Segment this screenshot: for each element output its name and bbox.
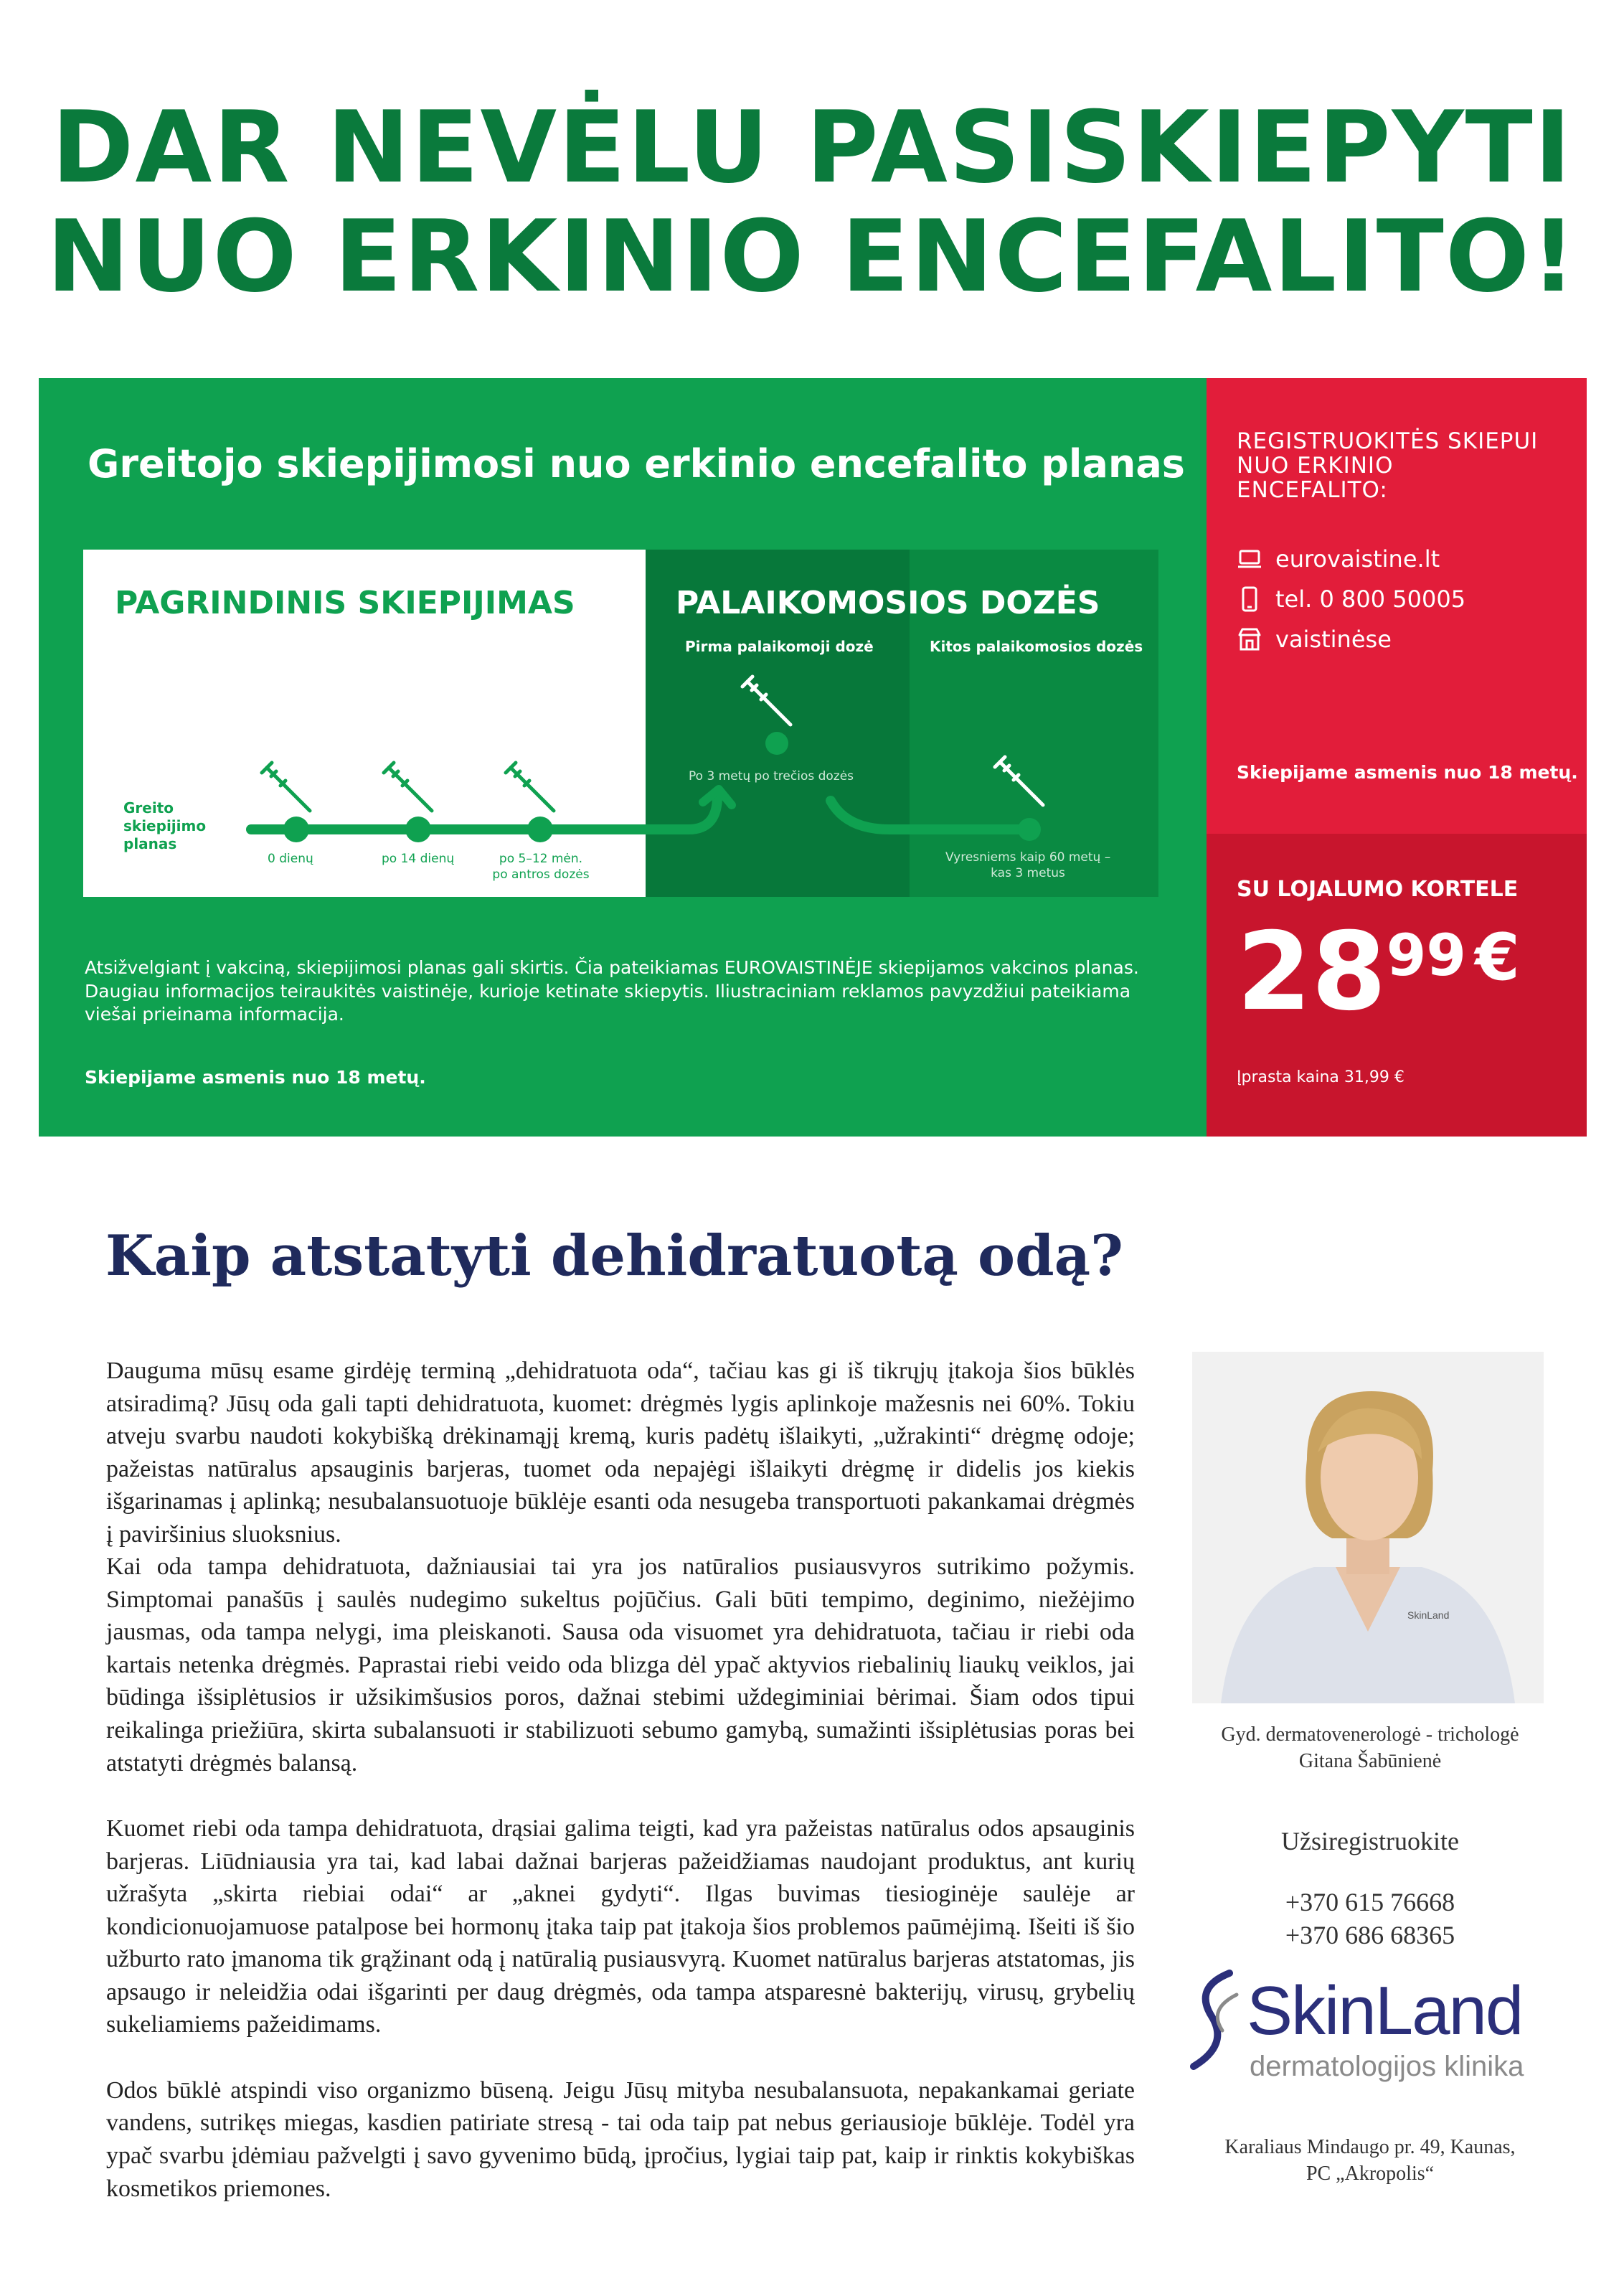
store-icon [1237, 626, 1262, 652]
plan-title: Greitojo skiepijimosi nuo erkinio encefalito planas [88, 441, 1185, 486]
clinic-phone-2[interactable]: +370 686 68365 [1285, 1921, 1455, 1950]
pharmacy-contact [1237, 626, 1392, 653]
website-contact[interactable] [1237, 545, 1440, 573]
vaccinate-adults-note: Skiepijame asmenis nuo 18 metų. [85, 1067, 426, 1088]
article-paragraph-2: Kai oda tampa dehidratuota, dažniausiai tai yra jos natūralios pusiausvyros sutrikimo požymis. Simptomai panašūs į saulės nudegimo sukeltus pojūčius. Gali būti tempimo, deginimo, niežėjimo jausmas, oda tampa nelygi, ima pleiskanoti. Sausa oda visuomet yra dehidratuota, tačiau ir riebi oda kartais netenka drėgmės. Paprastai riebi veido oda blizga dėl ypač aktyvios riebalinių liaukų veiklos, jai būdinga išsiplėtusios ir užsikimšusios poros, dažnai stebimi uždegiminiai bėrimai. Šiam odos tipui reikalinga priežiūra, skirta subalansuoti ir stabilizuoti sebumo gamybą, sumažinti išsiplėtusias poras bei atstatyti drėgmės balansą. [106, 1553, 1135, 1777]
first-booster-label: Pirma palaikomoji dozė [685, 638, 874, 655]
timeline-curve [831, 801, 1029, 829]
ad-disclaimer: Atsižvelgiant į vakciną, skiepijimosi planas gali skirtis. Čia pateikiamas EUROVAISTINĖJE skiepijamos vakcinos planas. Daugiau informacijos teiraukitės vaistinėje, kurioje ketinate skiepytis. Iliustraciniam reklamos pavyzdžiui pateikiama viešai prieinama informacija. [85, 957, 1139, 1025]
doctor-title: Gyd. dermatovenerologė - trichologė [1221, 1723, 1519, 1746]
timeline-label-day14: po 14 dienų [382, 852, 455, 866]
phone-number[interactable]: tel. 0 800 50005 [1275, 585, 1466, 613]
main-vaccination-title: PAGRINDINIS SKIEPIJIMAS [115, 585, 575, 621]
timeline-label-day0: 0 dienų [268, 852, 313, 866]
clinic-phones [1169, 1886, 1571, 1952]
photo-badge-text: SkinLand [1407, 1609, 1450, 1621]
syringe-icon [995, 757, 1043, 805]
register-title: REGISTRUOKITĖS SKIEPUI NUO ERKINIO ENCEFALITO: [1237, 428, 1539, 504]
dose-dot-3 [527, 817, 553, 842]
regular-price: Įprasta kaina 31,99 € [1237, 1068, 1405, 1086]
price-currency: € [1475, 920, 1520, 995]
syringe-icon [742, 677, 790, 725]
doctor-portrait-illustration [1192, 1352, 1544, 1703]
months-line-1: po 5–12 mėn. [499, 852, 583, 866]
older60-line-1: Vyresniems kaip 60 metų – [945, 850, 1111, 865]
booster-dot-2 [1018, 818, 1041, 841]
other-boosters-label: Kitos palaikomosios dozės [930, 638, 1143, 655]
price-decimal: 99 [1386, 922, 1467, 989]
clinic-logo-name: SkinLand [1247, 1972, 1523, 2049]
months-line-2: po antros dozės [492, 867, 590, 883]
syringe-icon [262, 763, 310, 811]
register-call-to-action: Užsiregistruokite [1281, 1827, 1459, 1855]
doctor-caption [1169, 1722, 1571, 1775]
phone-contact[interactable] [1237, 585, 1465, 613]
clinic-phone-1[interactable]: +370 615 76668 [1285, 1888, 1455, 1916]
website-link[interactable]: eurovaistine.lt [1275, 545, 1440, 573]
clinic-address [1169, 2135, 1571, 2188]
laptop-icon [1237, 546, 1262, 572]
article-body [106, 1355, 1135, 2238]
syringe-icon [506, 763, 554, 811]
clinic-logo-subtitle: dermatologijos klinika [1250, 2051, 1524, 2082]
article-paragraph-1: Dauguma mūsų esame girdėję terminą „dehidratuota oda“, tačiau kas gi iš tikrųjų įtakoja šios būklės atsiradimą? Jūsų oda gali tapti dehidratuota, kuomet: drėgmės lygis aplinkoje mažesnis nei 60%. Tokiu atveju svarbu naudoti kokybišką drėkinamąjį kremą, kuris padėtų išlaikyti, „užrakinti“ drėgmę odoje; pažeistas natūralus apsauginis barjeras, tuomet oda nepajėgi išlaikyti drėgmę ir didelis jos kiekis išgarinamas į aplinką; nesubalansuotuoje būklėje esanti oda nesugeba transportuoti pakankamai drėgmės į paviršinius sluoksnius. [106, 1358, 1135, 1548]
price-integer: 28 [1237, 910, 1387, 1035]
doctor-name: Gitana Šabūnienė [1298, 1749, 1442, 1772]
address-line-2: PC „Akropolis“ [1306, 2162, 1435, 2185]
syringe-icon [384, 763, 432, 811]
pharmacy-label: vaistinėse [1275, 626, 1392, 653]
quick-plan-label: Greito skiepijimo planas [123, 799, 207, 852]
dose-dot-2 [405, 817, 431, 842]
article-paragraph-4: Odos būklė atspindi viso organizmo būseną. Jeigu Jūsų mityba nesubalansuota, nepakankamai geriate vandens, sutrikęs miegas, kasdien patiriate stresą - tai oda taip pat nebus geriausioje būklėje. Todėl yra ypač svarbu įdėmiau pažvelgti į savo gyvenimo būdą, įpročius, lygiai taip pat, kaip ir rinktis kokybiškas kosmetikos priemones. [106, 2076, 1135, 2202]
timeline-label-months [491, 851, 591, 883]
mobile-phone-icon [1237, 586, 1262, 612]
doctor-photo [1192, 1352, 1544, 1703]
loyalty-label: SU LOJALUMO KORTELE [1237, 877, 1519, 902]
timeline-label-older60 [945, 850, 1110, 881]
dose-dot-1 [283, 817, 309, 842]
headline-line-1: DAR NEVĖLU PASISKIEPYTI [51, 90, 1573, 205]
address-line-1: Karaliaus Mindaugo pr. 49, Kaunas, [1224, 2136, 1516, 2158]
timeline-label-3years: Po 3 metų po trečios dozės [689, 769, 854, 784]
price [1237, 910, 1520, 1035]
older60-line-2: kas 3 metus [991, 866, 1065, 881]
vaccinate-adults-note-right: Skiepijame asmenis nuo 18 metų. [1237, 762, 1578, 783]
article-paragraph-3: Kuomet riebi oda tampa dehidratuota, drąsiai galima teigti, kad yra pažeistas natūralus odos apsauginis barjeras. Liūdniausia yra tai, kad labai dažnai barjeras pažeidžiamas naudojant produktus, ant kurių užrašyta „skirta riebiai odai“ ar „aknei gydyti“. Ilgas buvimas tiesioginėje saulėje ar kondicionuojamuose patalpose bei hormonų įtaka taip pat įtakoja šios problemos paūmėjimą. Išeiti iš šio užburto rato įmanoma tik grąžinant odą į natūralią pusiausvyrą. Kuomet natūralus barjeras atstatomas, jis apsaugo ir neleidžia odai išgarinti per daug drėgmės, oda tampa atsparesnė bakterijų, virusų, grybelių sukeliamiems pažeidimams. [106, 1815, 1135, 2038]
booster-dot-1 [765, 732, 788, 755]
booster-doses-title: PALAIKOMOSIOS DOZĖS [676, 585, 1100, 621]
article-title: Kaip atstatyti dehidratuotą odą? [105, 1223, 1123, 1289]
headline-line-2: NUO ERKINIO ENCEFALITO! [46, 198, 1578, 314]
skinland-logo-icon [1179, 1966, 1251, 2074]
